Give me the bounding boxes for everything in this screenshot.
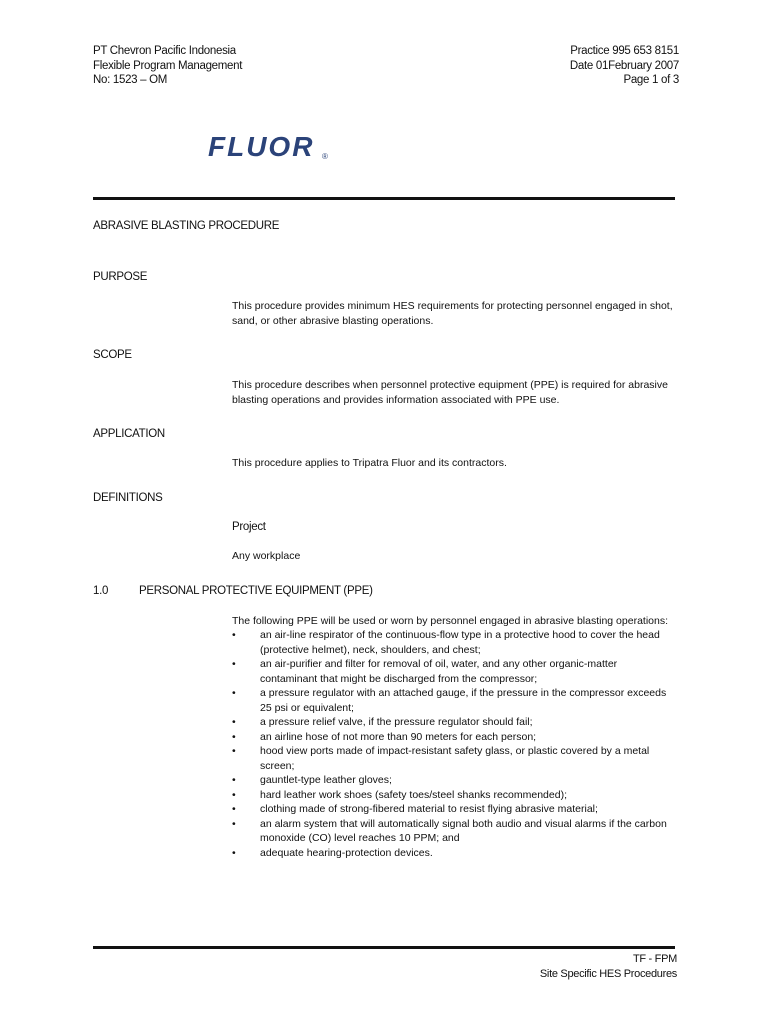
- ppe-item-text: clothing made of strong-fibered material to resist flying abrasive material;: [260, 803, 598, 815]
- logo-wordmark: FLUOR: [208, 131, 315, 162]
- bullet-icon: •: [232, 716, 236, 728]
- bullet-icon: •: [232, 730, 236, 743]
- ppe-item-text: a pressure relief valve, if the pressure regulator should fail;: [260, 716, 533, 728]
- ppe-list-item: [232, 817, 677, 846]
- footer-line-2: Site Specific HES Procedures: [539, 967, 677, 980]
- ppe-item-text: gauntlet-type leather gloves;: [260, 774, 392, 786]
- ppe-item-text: an air-line respirator of the continuous-flow type in a protective hood to cover the head (protective helmet), neck, shoulders, and chest;: [260, 629, 660, 656]
- ppe-item-text: a pressure regulator with an attached gauge, if the pressure in the compressor exceeds 25 psi or equivalent;: [260, 687, 667, 714]
- ppe-list-item: [232, 802, 677, 817]
- ppe-item-text: hard leather work shoes (safety toes/steel shanks recommended);: [260, 788, 567, 801]
- bullet-icon: •: [232, 745, 236, 757]
- bullet-icon: •: [232, 774, 236, 786]
- bullet-icon: •: [232, 788, 236, 801]
- footer: [540, 952, 677, 981]
- ppe-list-item: [232, 628, 677, 657]
- bullet-icon: •: [232, 817, 236, 830]
- ppe-item-text: an alarm system that will automatically signal both audio and visual alarms if the carbon monoxide (CO) level reaches 10 PPM; and: [260, 817, 667, 844]
- purpose-text: This procedure provides minimum HES requirements for protecting personnel engaged in shot, sand, or other abrasive blasting operations.: [232, 300, 673, 327]
- definition-term: Project: [232, 521, 266, 533]
- ppe-heading: PERSONAL PROTECTIVE EQUIPMENT (PPE): [139, 585, 373, 597]
- footer-divider: [93, 946, 675, 949]
- header-divider: [93, 197, 675, 200]
- page-number: Page 1 of 3: [623, 74, 679, 86]
- ppe-section-number: 1.0: [93, 585, 109, 597]
- company-name: PT Chevron Pacific Indonesia: [93, 45, 236, 57]
- ppe-intro: The following PPE will be used or worn by personnel engaged in abrasive blasting operations:: [232, 615, 669, 627]
- ppe-list: [232, 628, 677, 860]
- ppe-item-text: adequate hearing-protection devices.: [260, 846, 433, 859]
- ppe-list-item: [232, 715, 677, 730]
- purpose-heading: PURPOSE: [93, 271, 148, 283]
- footer-line-1: TF - FPM: [632, 953, 677, 965]
- program-name: Flexible Program Management: [93, 59, 243, 72]
- practice-number: Practice 995 653 8151: [570, 45, 679, 57]
- definition-text: Any workplace: [232, 550, 301, 562]
- application-heading: APPLICATION: [93, 428, 165, 440]
- definitions-heading: DEFINITIONS: [93, 492, 163, 504]
- registered-mark: ®: [322, 152, 328, 161]
- ppe-list-item: [232, 657, 677, 686]
- ppe-list-item: [232, 730, 677, 745]
- document-date: Date 01February 2007: [569, 59, 679, 72]
- scope-text: This procedure describes when personnel protective equipment (PPE) is required for abrasive blasting operations and provides information associated with PPE use.: [232, 379, 668, 406]
- ppe-list-item: [232, 686, 677, 715]
- document-title: ABRASIVE BLASTING PROCEDURE: [93, 220, 280, 232]
- bullet-icon: •: [232, 658, 236, 670]
- ppe-list-item: [232, 773, 677, 788]
- ppe-list-item: [232, 846, 677, 861]
- ppe-item-text: hood view ports made of impact-resistant safety glass, or plastic covered by a metal screen;: [260, 745, 650, 772]
- ppe-item-text: an air-purifier and filter for removal of oil, water, and any other organic-matter contaminant that might be discharged from the compressor;: [260, 658, 618, 685]
- bullet-icon: •: [232, 803, 236, 815]
- bullet-icon: •: [232, 629, 236, 641]
- header-left: [93, 44, 242, 88]
- fluor-logo: [208, 131, 328, 166]
- ppe-list-item: [232, 744, 677, 773]
- ppe-item-text: an airline hose of not more than 90 meters for each person;: [260, 730, 537, 743]
- bullet-icon: •: [232, 687, 236, 699]
- header-right: [570, 44, 679, 88]
- document-number: No: 1523 – OM: [93, 74, 168, 86]
- ppe-list-item: [232, 788, 677, 803]
- bullet-icon: •: [232, 846, 236, 859]
- scope-heading: SCOPE: [93, 349, 132, 361]
- application-text: This procedure applies to Tripatra Fluor and its contractors.: [232, 457, 507, 469]
